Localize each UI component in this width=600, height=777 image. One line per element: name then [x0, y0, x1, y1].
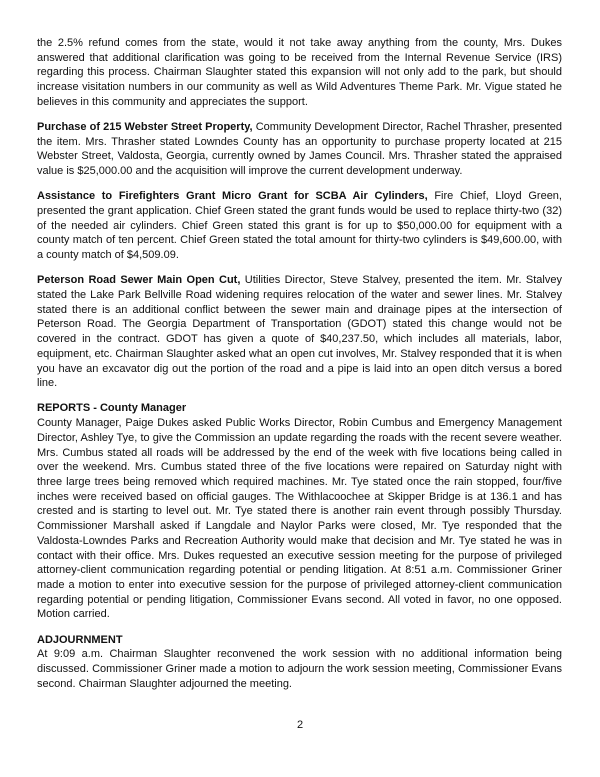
section-title-reports: REPORTS - County Manager	[37, 402, 187, 415]
paragraph-webster-street-purchase	[37, 120, 562, 179]
paragraph-reports-county-manager: County Manager, Paige Dukes asked Public Works Director, Robin Cumbus and Emergency Management Director, Ashley Tye, to give the Commission an update regarding the roads with the recent severe weather. Mrs. Cumbus stated all roads will be addressed by the end of the week with five locations being called in over the weekend. Mrs. Cumbus stated three of the five locations were repaired on Saturday night with three large trees being removed which required machines. Mr. Tye stated once the rain stopped, four/five inches were received based on official gauges. The Withlacoochee at Skipper Bridge is at 136.1 and has crested and is starting to level out. Mr. Tye stated there is another rain event through possibly Thursday. Commissioner Marshall asked if Langdale and Naylor Parks were closed, Mr. Tye responded that the Valdosta-Lowndes Parks and Recreation Authority would make that decision and Mr. Tye stated he was in contact with their office. Mrs. Dukes requested an executive session meeting for the purpose of privileged attorney-client communication regarding potential or pending litigation. At 8:51 a.m. Commissioner Griner made a motion to enter into executive session for the purpose of privileged attorney-client communication regarding potential or pending litigation, Commissioner Evans second. All voted in favor, no one opposed. Motion carried.	[37, 417, 562, 621]
item-body-webster-street: Community Development Director, Rachel Thrasher, presented the item. Mrs. Thrasher stated Lowndes County has an opportunity to purchase property located at 215 Webster Street, Valdosta, Georgia, currently owned by James Council. Mrs. Thrasher stated the appraised value is $25,000.00 and the acquisition will improve the current development underway.	[37, 121, 562, 178]
item-body-firefighters-grant: Fire Chief, Lloyd Green, presented the grant application. Chief Green stated the grant funds would be used to replace thirty-two (32) of the needed air cylinders. Chief Green stated this grant is for up to $50,000.00 for equipment with a county match of ten percent. Chief Green stated the total amount for thirty-two cylinders is $49,600.00, with a county match of $4,509.09.	[37, 190, 562, 262]
item-title-peterson-road: Peterson Road Sewer Main Open Cut,	[37, 274, 241, 287]
item-body-peterson-road: Utilities Director, Steve Stalvey, presented the item. Mr. Stalvey stated the Lake Park Bellville Road widening requires relocation of the water and sewer lines. Mr. Stalvey stated there is an additional conflict between the sewer main and drainage pipes at the intersection of Peterson Road. The Georgia Department of Transportation (GDOT) stated this change would not be covered in the contract. GDOT has given a quote of $40,237.50, which includes all materials, labor, equipment, etc. Chairman Slaughter asked what an open cut involves, Mr. Stalvey responded that it is when you have an excavator dig out the portion of the road and a pipe is laid into an open ditch versus a bored line.	[37, 274, 562, 390]
paragraph-refund-continuation: the 2.5% refund comes from the state, would it not take away anything from the county, Mrs. Dukes answered that additional clarification was going to be received from the Internal Revenue Service (IRS) regarding this process. Chairman Slaughter stated this expansion will not only add to the park, but should increase visitation numbers in our community as well as Wild Adventures Theme Park. Mr. Vigue stated he believes in this community and appreciates the support.	[37, 37, 562, 108]
page-number: 2	[296, 719, 304, 731]
paragraph-adjournment: At 9:09 a.m. Chairman Slaughter reconvened the work session with no additional information being discussed. Commissioner Griner made a motion to adjourn the work session meeting, Commissioner Evans second. Chairman Slaughter adjourned the meeting.	[37, 648, 562, 690]
paragraph-firefighters-grant	[37, 189, 562, 263]
paragraph-peterson-road-sewer	[37, 273, 562, 391]
item-title-webster-street: Purchase of 215 Webster Street Property,	[37, 121, 253, 134]
item-title-firefighters-grant: Assistance to Firefighters Grant Micro Grant for SCBA Air Cylinders,	[37, 190, 428, 203]
section-title-adjournment: ADJOURNMENT	[37, 633, 123, 646]
